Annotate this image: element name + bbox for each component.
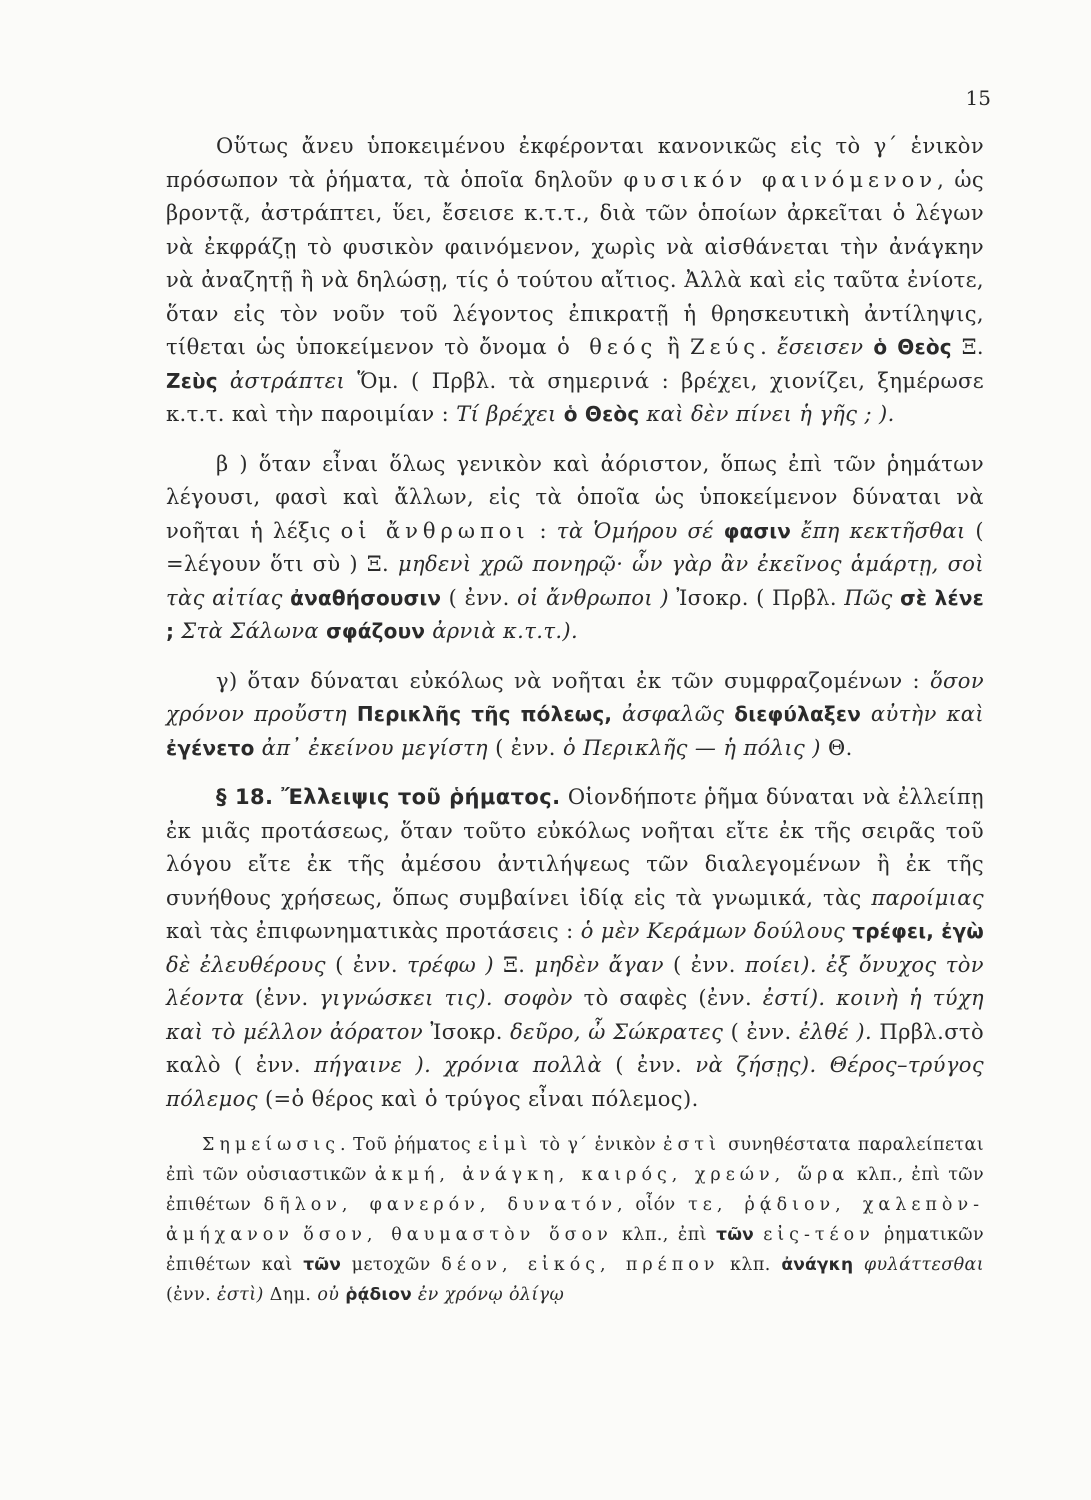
page-body bbox=[166, 130, 984, 1310]
paragraph-gamma: γ) ὅταν δύναται εὐκόλως νὰ νοῆται ἐκ τῶν συμφραζομένων : ὅσον χρόνον προὔστη Περικλῆς τῆς πόλεως, ἀσφαλῶς διεφύλαξεν αὐτὴν καὶ ἐγένετο ἀπ᾽ ἐκείνου μεγίστη ( ἐνν. ὁ Περικλῆς — ἡ πόλις ) Θ. bbox=[166, 668, 985, 760]
section-heading: § 18. Ἔλλειψις τοῦ ῥήματος. bbox=[216, 785, 561, 809]
paragraph-beta: β ) ὅταν εἶναι ὅλως γενικὸν καὶ ἀόριστον, ὅπως ἐπὶ τῶν ῥημάτων λέγουσι, φασὶ καὶ ἄλλων, εἰς τὰ ὁποῖα ὡς ὑποκείμενον δύναται νὰ νοῆται ἡ λέξις οἱ ἄνθρωποι : τὰ Ὁμήρου σέ φασιν ἔπη κεκτῆσθαι ( =λέγουν ὅτι σὺ ) Ξ. μηδενὶ χρῶ πονηρῷ· ὧν γὰρ ἂν ἐκεῖνος ἁμάρτῃ, σοὶ τὰς αἰτίας ἀναθήσουσιν ( ἐνν. οἱ ἄνθρωποι ) Ἰσοκρ. ( Πρβλ. Πῶς σὲ λένε ; Στὰ Σάλωνα σφάζουν ἀρνιὰ κ.τ.τ.). bbox=[166, 451, 985, 643]
page-number: 15 bbox=[965, 86, 991, 110]
section-18: § 18. Ἔλλειψις τοῦ ῥήματος. Οἱονδήποτε ῥῆμα δύναται νὰ ἐλλείπῃ ἐκ μιᾶς προτάσεως, ὅταν τοῦτο εὐκόλως νοῆται εἴτε ἐκ τῆς σειρᾶς τοῦ λόγου εἴτε ἐκ τῆς ἀμέσου ἀντιλήψεως τῶν διαλεγομένων ἢ ἐκ τῆς συνήθους χρήσεως, ὅπως συμβαίνει ἰδίᾳ εἰς τὰ γνωμικά, τὰς παροίμιας καὶ τὰς ἐπιφωνηματικὰς προτάσεις : ὁ μὲν Κεράμων δούλους τρέφει, ἐγὼ δὲ ἐλευθέρους ( ἐνν. τρέφω ) Ξ. μηδὲν ἄγαν ( ἐνν. ποίει). ἐξ ὄνυχος τὸν λέοντα (ἐνν. γιγνώσκει τις). σοφὸν τὸ σαφὲς (ἐνν. ἐστί). κοινὴ ἡ τύχη καὶ τὸ μέλλον ἀόρατον Ἰσοκρ. δεῦρο, ὦ Σώκρατες ( ἐνν. ἐλθέ ). Πρβλ.στὸ καλὸ ( ἐνν. πήγαινε ). χρόνια πολλὰ ( ἐνν. νὰ ζήσῃς). Θέρος–τρύγος πόλεμος (=ὁ θέρος καὶ ὁ τρύγος εἶναι πόλεμος). bbox=[166, 785, 984, 1111]
note-paragraph: Σημείωσις. Τοῦ ῥήματος εἰμὶ τὸ γ΄ ἑνικὸν ἐστὶ συνηθέστατα παραλείπεται ἐπὶ τῶν οὐσιαστικῶν ἀκμή, ἀνάγκη, καιρός, χρεών, ὥρα κλπ., ἐπὶ τῶν ἐπιθέτων δῆλον, φανερόν, δυνατόν, οἷόν τε, ῥᾴδιον, χαλεπὸν-ἀμήχανον ὅσον, θαυμαστὸν ὅσον κλπ., ἐπὶ τῶν εἰς-τέον ῥηματικῶν ἐπιθέτων καὶ τῶν μετοχῶν δέον, εἰκός, πρέπον κλπ. ἀνάγκη φυλάττεσθαι (ἐνν. ἐστὶ) Δημ. οὐ ῥᾴδιον ἐν χρόνῳ ὀλίγῳ bbox=[166, 1135, 985, 1305]
paragraph-intro: Οὕτως ἄνευ ὑποκειμένου ἐκφέρονται κανονικῶς εἰς τὸ γ΄ ἑνικὸν πρόσωπον τὰ ῥήματα, τὰ ὁποῖα δηλοῦν φυσικόν φαινόμενον, ὡς βροντᾷ, ἀστράπτει, ὕει, ἔσεισε κ.τ.τ., διὰ τῶν ὁποίων ἀρκεῖται ὁ λέγων νὰ ἐκφράζῃ τὸ φυσικὸν φαινόμενον, χωρὶς νὰ αἰσθάνεται τὴν ἀνάγκην νὰ ἀναζητῇ ἢ νὰ δηλώσῃ, τίς ὁ τούτου αἴτιος. Ἀλλὰ καὶ εἰς ταῦτα ἐνίοτε, ὅταν εἰς τὸν νοῦν τοῦ λέγοντος ἐπικρατῇ ἡ θρησκευτικὴ ἀντίληψις, τίθεται ὡς ὑποκείμενον τὸ ὄνομα ὁ θεός ἢ Ζεύς. ἔσεισεν ὁ Θεὸς Ξ. Ζεὺς ἀστράπτει Ὅμ. ( Πρβλ. τὰ σημερινά : βρέχει, χιονίζει, ξημέρωσε κ.τ.τ. καὶ τὴν παροιμίαν : Τί βρέχει ὁ Θεὸς καὶ δὲν πίνει ἡ γῆς ; ). bbox=[166, 134, 985, 426]
